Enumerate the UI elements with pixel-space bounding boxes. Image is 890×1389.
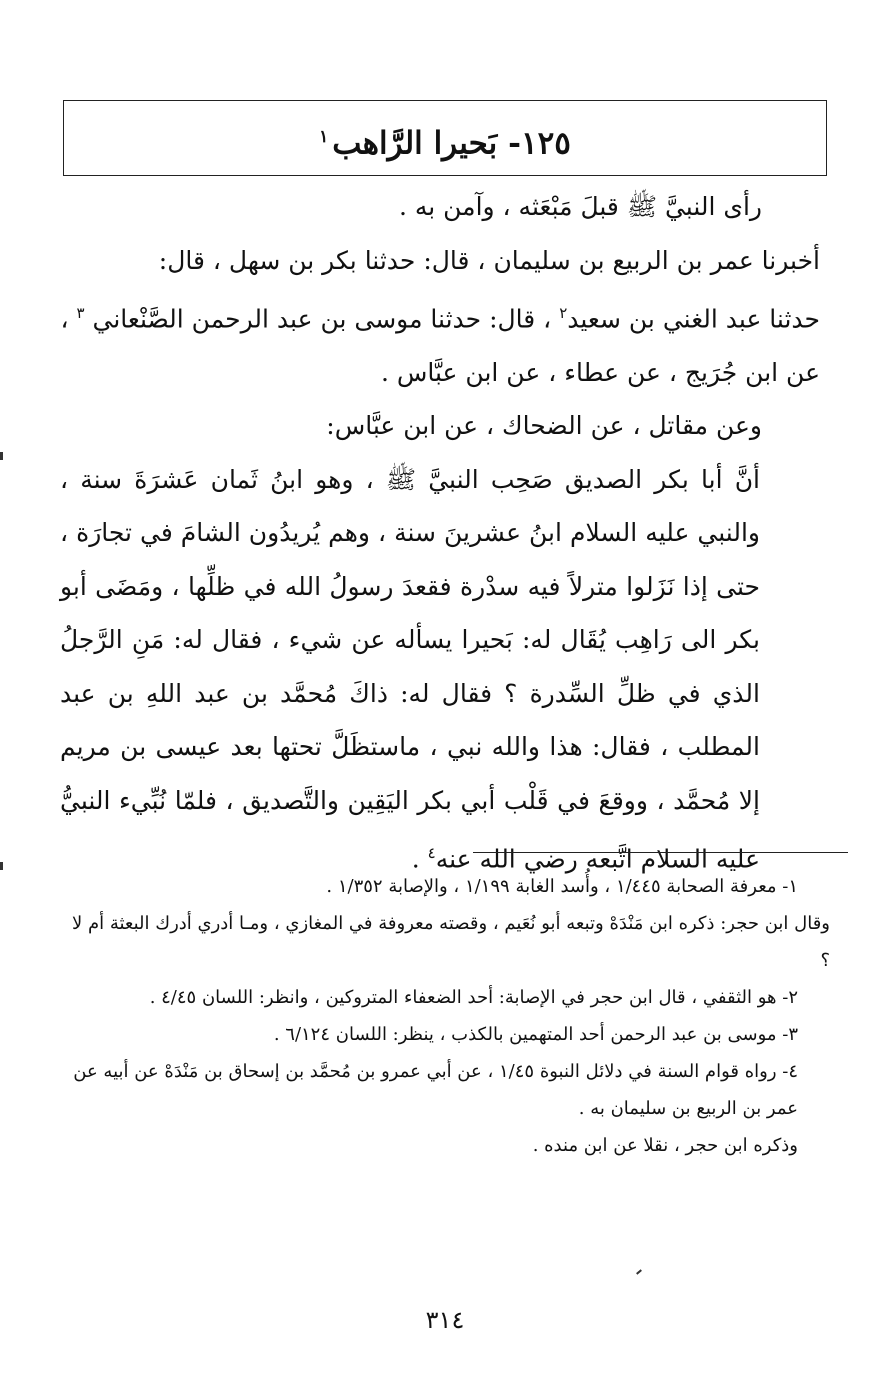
scan-mark-left-2 <box>0 862 3 870</box>
body-line-3-part-c: ، <box>60 304 77 334</box>
body-line-3-part-b: ، قال: حدثنا موسى بن عبد الرحمن الصَّنْعاني <box>84 304 560 334</box>
footnote-ref-3: ٣ <box>76 304 85 322</box>
footnote-ref-2: ٢ <box>559 304 568 322</box>
body-line-2: أخبرنا عمر بن الربيع بن سليمان ، قال: حدثنا بكر بن سهل ، قال: <box>158 245 820 275</box>
body-line-1: رأى النبيَّ ﷺ قبلَ مَبْعَثه ، وآمن به . <box>398 192 762 221</box>
footnote-1-continued: وقال ابن حجر: ذكره ابن مَنْدَهْ وتبعه أبو نُعَيم ، وقصته معروفة في المغازي ، ومـا أدري أدرك البعثة أم لا ؟ <box>71 913 830 971</box>
footnote-4: ٤- رواه قوام السنة في دلائل النبوة ١/٤٥ ، عن أبي عمرو بن مُحمَّد بن إسحاق بن مَنْدَهْ عن أبيه عن عمر بن الربيع بن سليمان به . <box>73 1061 798 1119</box>
body-line-3-part-a: حدثنا عبد الغني بن سعيد <box>567 304 820 334</box>
main-text <box>60 180 820 886</box>
scan-mark-left <box>0 452 3 460</box>
body-line-4: عن ابن جُرَيج ، عن عطاء ، عن ابن عبَّاس . <box>380 357 820 387</box>
footnote-4-continued: وذكره ابن حجر ، نقلا عن ابن منده . <box>532 1135 798 1156</box>
footnote-ref-4: ٤ <box>427 844 436 863</box>
footnote-separator <box>473 852 848 853</box>
chapter-title <box>64 117 826 163</box>
footnote-1: ١- معرفة الصحابة ١/٤٤٥ ، وأُسد الغابة ١/١٩٩ ، والإصابة ١/٣٥٢ . <box>326 876 798 897</box>
hadith-paragraph <box>60 453 820 886</box>
footnote-3: ٣- موسى بن عبد الرحمن أحد المتهمين بالكذب ، ينظر: اللسان ٦/١٢٤ . <box>273 1024 798 1045</box>
footnote-2: ٢- هو الثقفي ، قال ابن حجر في الإصابة: أحد الضعفاء المتروكين ، وانظر: اللسان ٤/٤٥ . <box>149 987 798 1008</box>
title-footnote-ref: ١ <box>319 127 329 147</box>
hadith-text: أنَّ أبا بكر الصديق صَحِب النبيَّ ﷺ ، وهو ابنُ ثَمان عَشرَةَ سنة ، والنبي عليه السلام ابنُ عشرينَ سنة ، وهم يُريدُون الشامَ في تجارَة ، حتى إذا نَزَلوا مترلاً فيه سدْرة فقعدَ رسولُ الله في ظلِّها ، ومَضَى أبو بكر الى رَاهِب يُقَال له: بَحيرا يسأله عن شيء ، فقال له: مَنِ الرَّجلُ الذي في ظلِّ السِّدرة ؟ فقال له: ذاكَ مُحمَّد بن عبد اللهِ بن عبد المطلب ، فقال: هذا والله نبي ، ماستظَلَّ تحتها بعد عيسى بن مريم إلا مُحمَّد ، ووقعَ في قَلْب أبي بكر اليَقِين والتَّصديق ، فلمّا نُبِّيء النبيُّ عليه السلام اتَّبعه رضي الله عنه <box>60 464 760 874</box>
page-number: ٣١٤ <box>425 1306 465 1334</box>
footnotes <box>60 868 830 1164</box>
body-line-5: وعن مقاتل ، عن الضحاك ، عن ابن عبَّاس: <box>326 411 762 441</box>
chapter-title-box <box>63 100 827 176</box>
body-line-3 <box>60 287 820 346</box>
scan-mark-small <box>636 1269 642 1274</box>
hadith-end: . <box>411 844 428 874</box>
chapter-title-text: ١٢٥- بَحيرا الرَّاهب <box>332 125 571 162</box>
